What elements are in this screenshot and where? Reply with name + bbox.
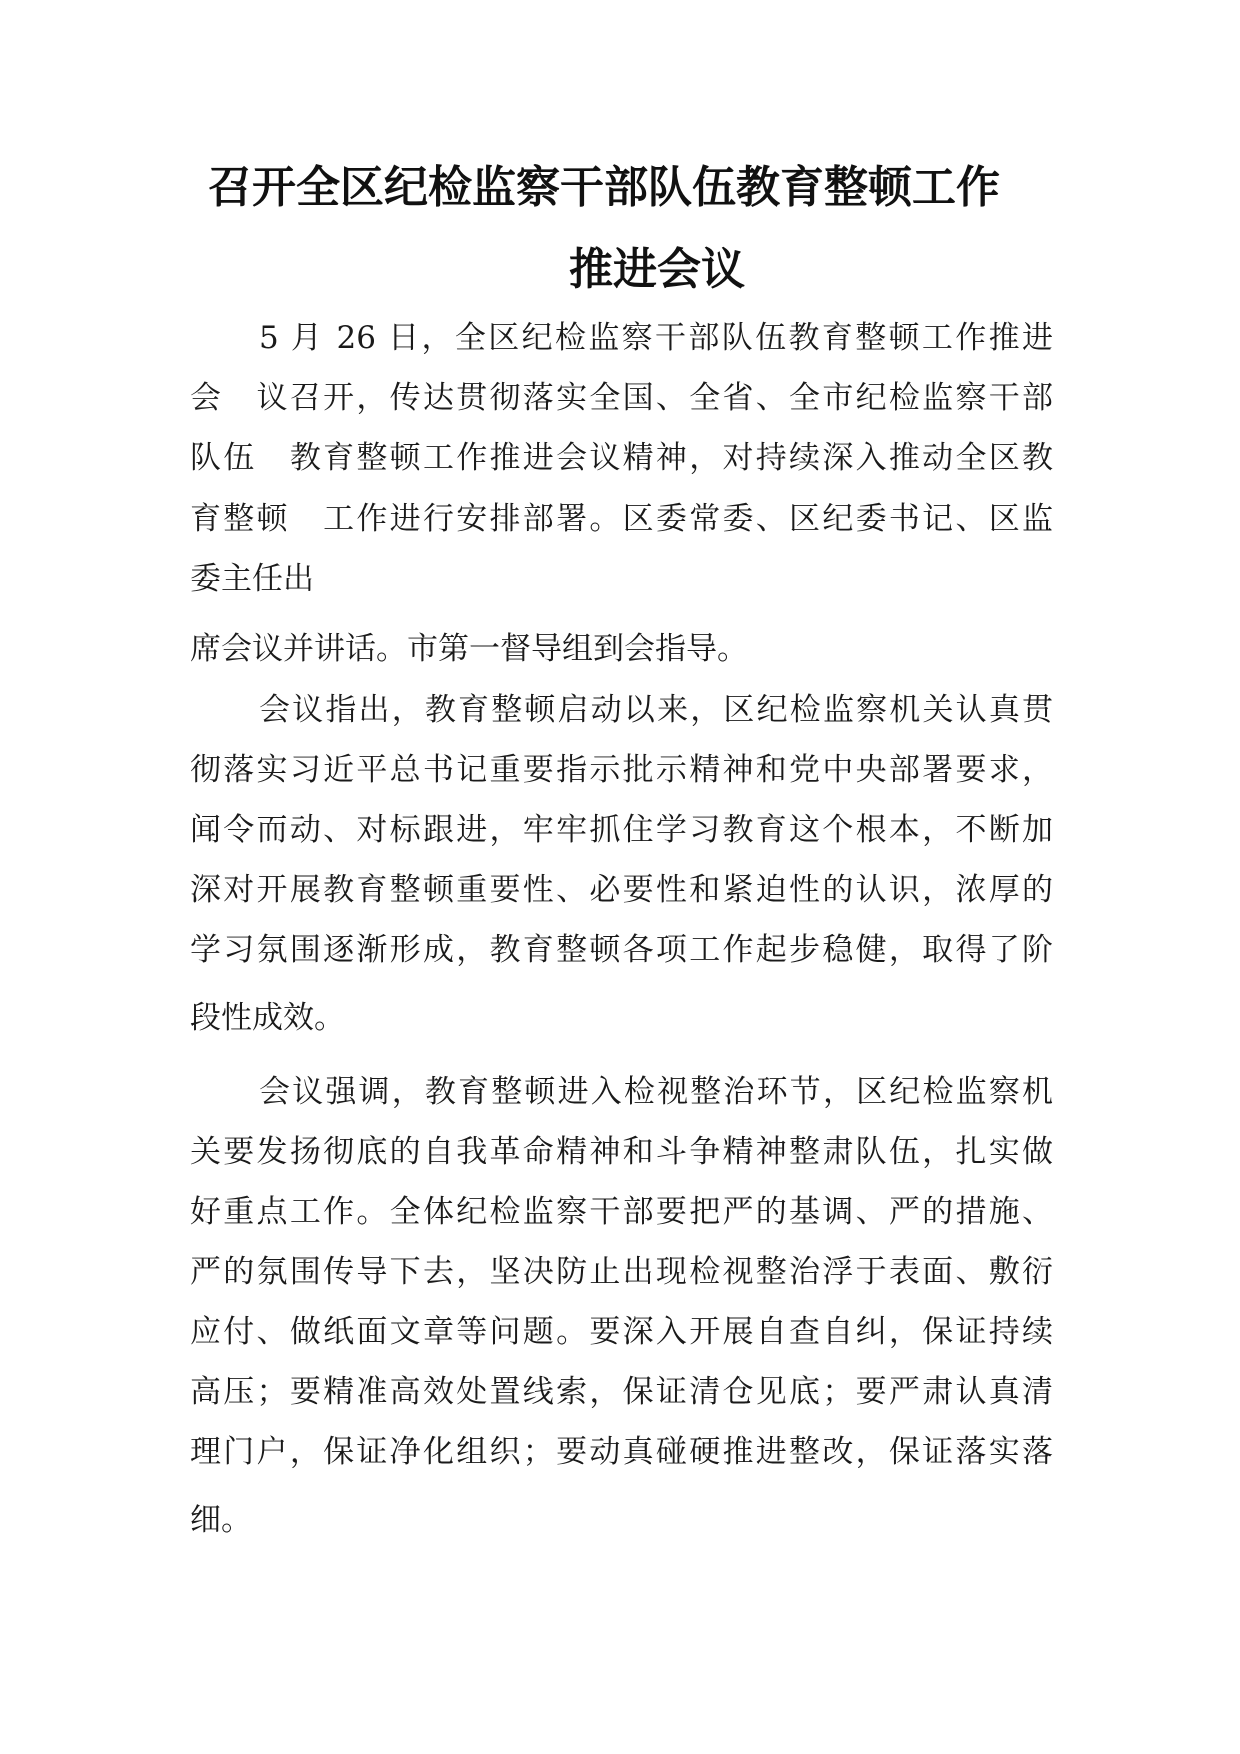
paragraph-4-line-4: 严的氛围传导下去，坚决防止出现检视整治浮于表面、敷衍 xyxy=(190,1254,1053,1290)
paragraph-4-line-5: 应付、做纸面文章等问题。要深入开展自查自纠，保证持续 xyxy=(190,1314,1053,1350)
paragraph-1-line-3: 队伍 教育整顿工作推进会议精神，对持续深入推动全区教 xyxy=(190,440,1053,476)
paragraph-3-line-1: 会议指出，教育整顿启动以来，区纪检监察机关认真贯 xyxy=(259,692,1053,728)
paragraph-3-line-6: 段性成效。 xyxy=(190,1000,345,1036)
paragraph-1-line-4: 育整顿 工作进行安排部署。区委常委、区纪委书记、区监 xyxy=(190,501,1053,537)
document-title-line-1: 召开全区纪检监察干部队伍教育整顿工作 xyxy=(208,162,1000,213)
paragraph-4-line-1: 会议强调，教育整顿进入检视整治环节，区纪检监察机 xyxy=(259,1074,1053,1110)
paragraph-2-line-1: 席会议并讲话。市第一督导组到会指导。 xyxy=(190,631,748,667)
paragraph-3-line-3: 闻令而动、对标跟进，牢牢抓住学习教育这个根本，不断加 xyxy=(190,812,1053,848)
paragraph-4-line-2: 关要发扬彻底的自我革命精神和斗争精神整肃队伍，扎实做 xyxy=(190,1134,1053,1170)
paragraph-4-line-8: 细。 xyxy=(190,1502,252,1538)
paragraph-1-line-5: 委主任出 xyxy=(190,561,314,597)
paragraph-4-line-6: 高压；要精准高效处置线索，保证清仓见底；要严肃认真清 xyxy=(190,1374,1053,1410)
paragraph-3-line-5: 学习氛围逐渐形成，教育整顿各项工作起步稳健，取得了阶 xyxy=(190,932,1053,968)
paragraph-4-line-3: 好重点工作。全体纪检监察干部要把严的基调、严的措施、 xyxy=(190,1194,1053,1230)
document-title-line-2: 推进会议 xyxy=(569,244,745,295)
paragraph-3-line-4: 深对开展教育整顿重要性、必要性和紧迫性的认识，浓厚的 xyxy=(190,872,1053,908)
paragraph-4-line-7: 理门户，保证净化组织；要动真碰硬推进整改，保证落实落 xyxy=(190,1434,1053,1470)
paragraph-1-line-1: 5 月 26 日，全区纪检监察干部队伍教育整顿工作推进 xyxy=(259,320,1053,356)
paragraph-1-line-2: 会 议召开，传达贯彻落实全国、全省、全市纪检监察干部 xyxy=(190,380,1053,416)
paragraph-3-line-2: 彻落实习近平总书记重要指示批示精神和党中央部署要求， xyxy=(190,752,1053,788)
